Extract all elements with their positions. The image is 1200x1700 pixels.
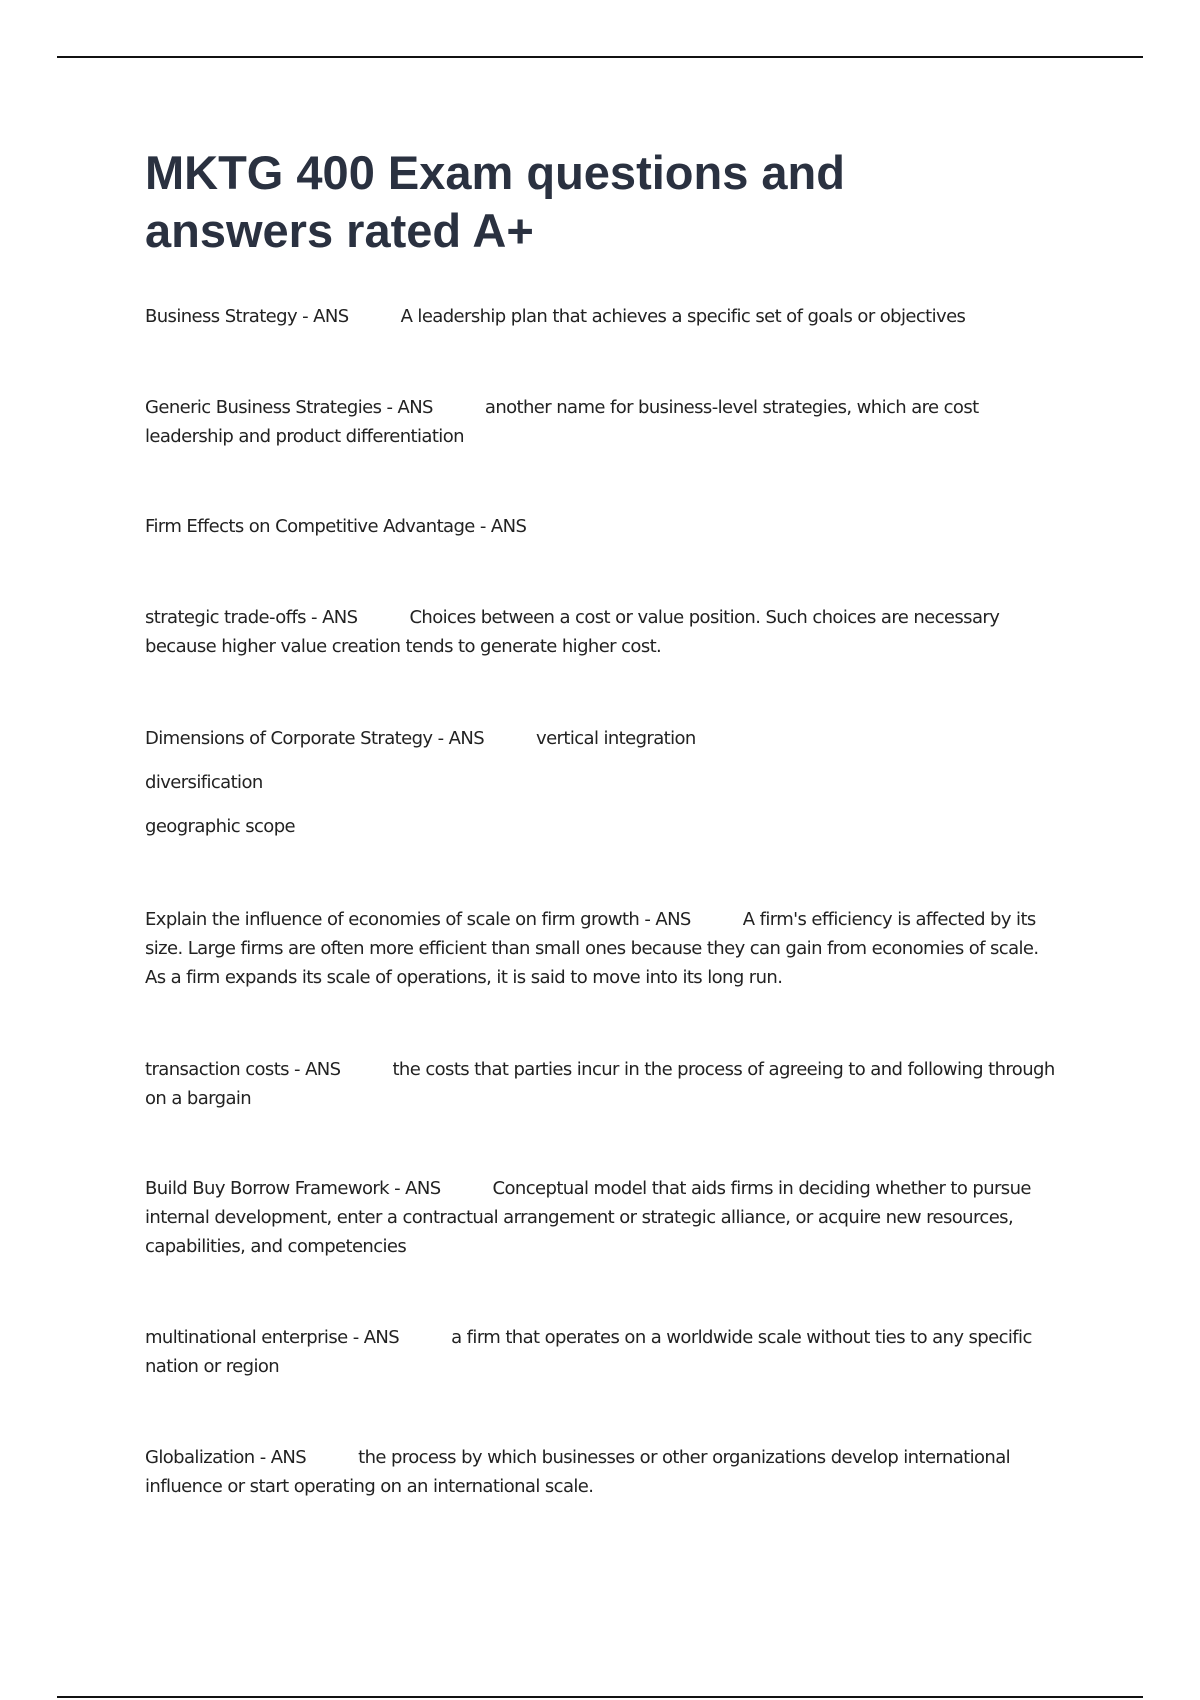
question-text: Explain the influence of economies of scale on firm growth - ANS [145, 909, 691, 930]
question-text: strategic trade-offs - ANS [145, 607, 358, 628]
qa-item-9 [145, 1323, 1055, 1381]
qa-item-4 [145, 603, 1055, 661]
answer-text: another name for business-level strategies, which are cost leadership and product differentiation [145, 397, 979, 447]
answer-text: vertical integration [536, 728, 696, 749]
answer-line: diversification [145, 772, 263, 793]
answer-text: Conceptual model that aids firms in deciding whether to pursue internal development, enter a contractual arrangement or strategic alliance, or acquire new resources, capabilities, and competencies [145, 1178, 1031, 1257]
question-text: Build Buy Borrow Framework - ANS [145, 1178, 441, 1199]
question-text: Globalization - ANS [145, 1447, 307, 1468]
qa-item-3 [145, 512, 1055, 541]
qa-item-2 [145, 393, 1055, 451]
question-text: Firm Effects on Competitive Advantage - ANS [145, 516, 527, 537]
answer-text: the process by which businesses or other organizations develop international influence or start operating on an international scale. [145, 1447, 1011, 1497]
qa-item-7 [145, 1055, 1055, 1113]
answer-text: a firm that operates on a worldwide scale without ties to any specific nation or region [145, 1327, 1032, 1377]
answer-text: the costs that parties incur in the process of agreeing to and following through on a bargain [145, 1059, 1055, 1109]
qa-item-6 [145, 905, 1055, 992]
qa-item-10 [145, 1443, 1055, 1501]
bottom-divider [57, 1696, 1143, 1698]
question-text: Generic Business Strategies - ANS [145, 397, 433, 418]
answer-line: geographic scope [145, 816, 296, 837]
answer-text: A leadership plan that achieves a specific set of goals or objectives [400, 306, 966, 327]
top-divider [57, 56, 1143, 58]
question-text: transaction costs - ANS [145, 1059, 341, 1080]
question-text: Business Strategy - ANS [145, 306, 349, 327]
answer-text: Choices between a cost or value position. Such choices are necessary because higher value creation tends to generate higher cost. [145, 607, 1000, 657]
qa-item-8 [145, 1174, 1055, 1261]
question-text: multinational enterprise - ANS [145, 1327, 400, 1348]
question-text: Dimensions of Corporate Strategy - ANS [145, 728, 485, 749]
document-title: MKTG 400 Exam questions and answers rated A+ [145, 146, 845, 257]
qa-item-1 [145, 302, 1055, 331]
qa-item-5 [145, 724, 1055, 841]
answer-text: A firm's efficiency is affected by its size. Large firms are often more efficient than small ones because they can gain from economies of scale. As a firm expands its scale of operations, it is said to move into its long run. [145, 909, 1039, 988]
